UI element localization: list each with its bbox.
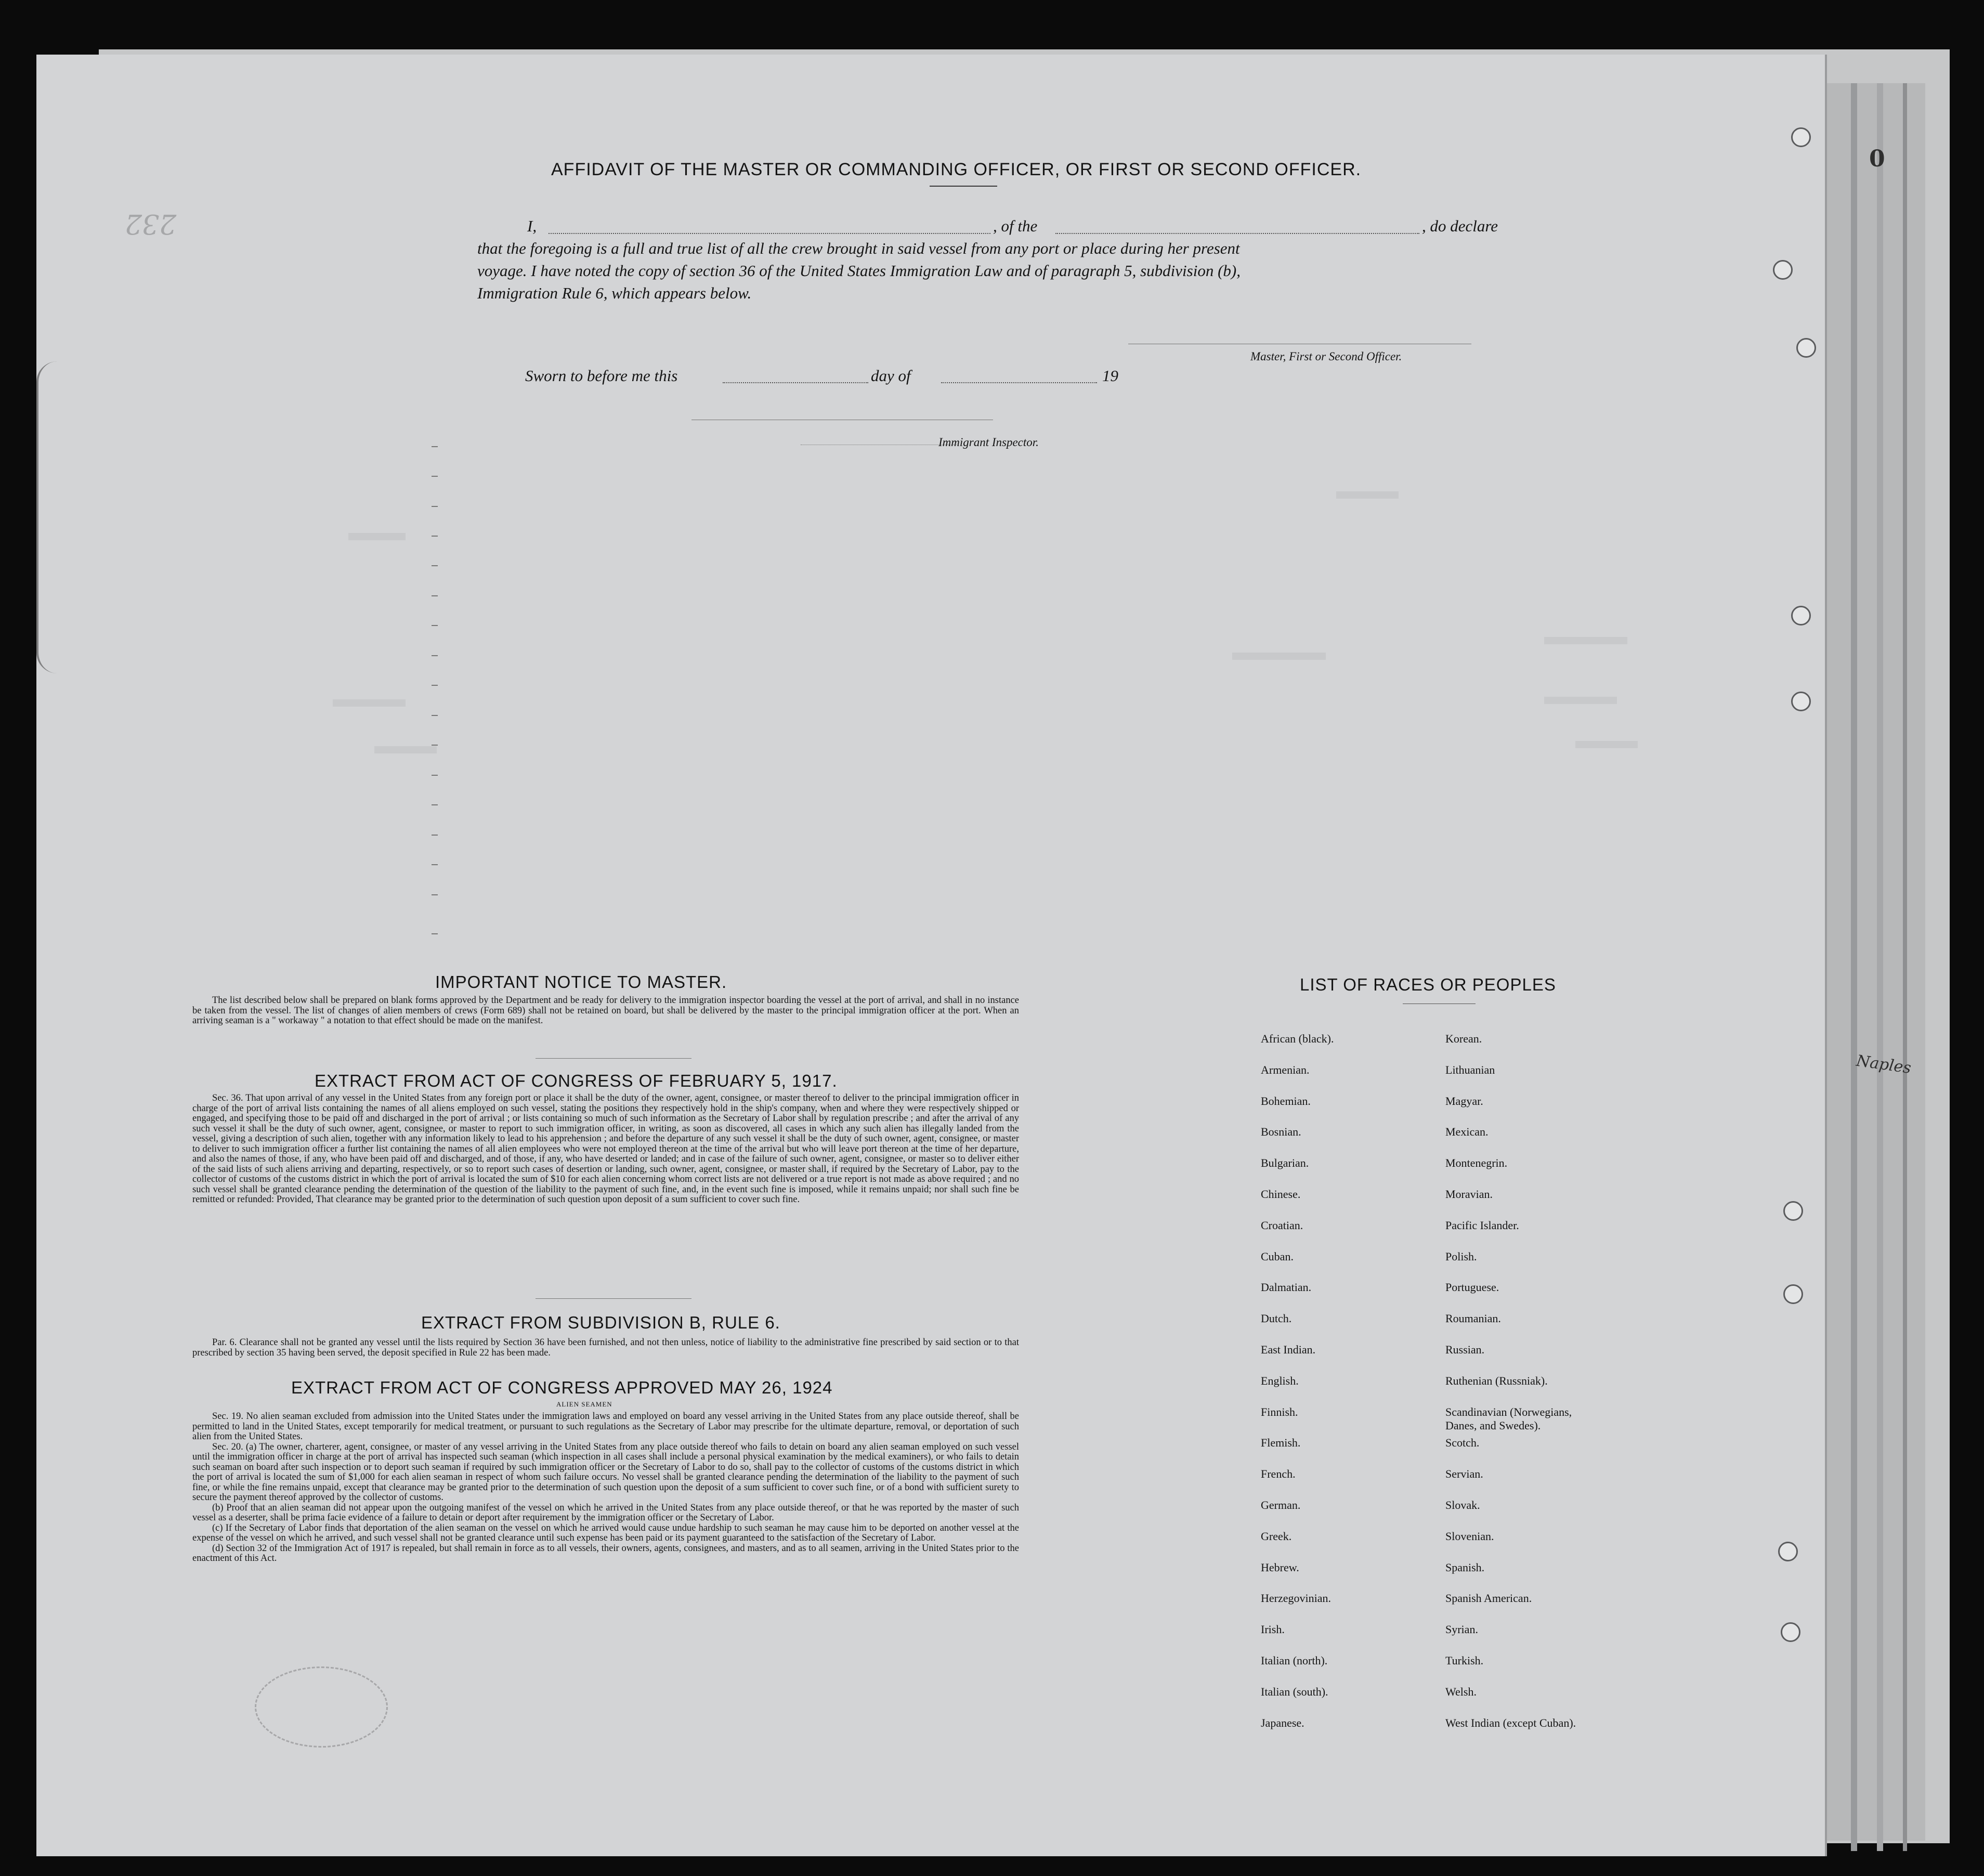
day-of-text: day of bbox=[871, 367, 911, 385]
race-item: English. bbox=[1261, 1374, 1299, 1387]
race-item: Syrian. bbox=[1445, 1623, 1478, 1636]
edge-mark: 0 bbox=[1869, 146, 1885, 172]
race-item: Turkish. bbox=[1445, 1654, 1484, 1667]
row-dash bbox=[432, 506, 438, 507]
sworn-text: Sworn to before me this bbox=[525, 367, 678, 385]
affidavit-declare: , do declare bbox=[1422, 217, 1498, 235]
races-title: LIST OF RACES OR PEOPLES bbox=[1300, 975, 1556, 994]
side-note-naples: Naples bbox=[1855, 1051, 1913, 1078]
race-item: Scotch. bbox=[1445, 1436, 1480, 1450]
race-item: Lithuanian bbox=[1445, 1063, 1495, 1076]
race-item: Russian. bbox=[1445, 1343, 1485, 1356]
race-item: Hebrew. bbox=[1261, 1560, 1299, 1574]
binding-strip bbox=[1877, 83, 1883, 1851]
affidavit-i: I, bbox=[527, 217, 537, 235]
race-item: Irish. bbox=[1261, 1623, 1285, 1636]
race-item: Dalmatian. bbox=[1261, 1281, 1312, 1294]
binder-hole bbox=[1783, 1201, 1803, 1221]
rule6-title: EXTRACT FROM SUBDIVISION B, RULE 6. bbox=[421, 1313, 780, 1332]
bleed-through-mark bbox=[348, 533, 406, 540]
race-item: Cuban. bbox=[1261, 1249, 1294, 1263]
race-item: Bulgarian. bbox=[1261, 1156, 1309, 1170]
section-rule bbox=[536, 1298, 691, 1299]
race-item: Armenian. bbox=[1261, 1063, 1310, 1076]
row-dash bbox=[432, 595, 438, 596]
act-1924-title: EXTRACT FROM ACT OF CONGRESS APPROVED MAY 26, 1924 bbox=[291, 1378, 833, 1397]
section-rule bbox=[536, 1058, 691, 1059]
race-item: Spanish. bbox=[1445, 1560, 1485, 1574]
row-dash bbox=[432, 685, 438, 686]
year-text: 19 bbox=[1102, 367, 1118, 385]
row-dash bbox=[432, 536, 438, 537]
notice-title: IMPORTANT NOTICE TO MASTER. bbox=[435, 972, 727, 992]
binding-strip bbox=[1903, 83, 1907, 1851]
margin-handwriting bbox=[36, 361, 88, 673]
race-item: Bosnian. bbox=[1261, 1125, 1301, 1139]
day-blank bbox=[723, 382, 868, 383]
race-item: Finnish. bbox=[1261, 1405, 1298, 1418]
affidavit-of-the: , of the bbox=[993, 217, 1038, 235]
row-dash bbox=[432, 933, 438, 934]
race-item: Scandinavian (Norwegians, Danes, and Swedes). bbox=[1445, 1405, 1572, 1432]
affidavit-title: AFFIDAVIT OF THE MASTER OR COMMANDING OFFICER, OR FIRST OR SECOND OFFICER. bbox=[551, 160, 1362, 179]
binder-hole bbox=[1791, 692, 1811, 711]
binder-hole bbox=[1781, 1622, 1800, 1642]
binder-hole bbox=[1791, 606, 1811, 626]
act-1924-subtitle: ALIEN SEAMEN bbox=[556, 1400, 612, 1408]
race-item: Slovak. bbox=[1445, 1499, 1480, 1512]
act-1924-text: Sec. 19. No alien seaman excluded from admission into the United States under the immigration laws and employed on board any vessel arriving in the United States from any place outside thereof, shall be permitted to land in the United States, except temporarily for medical treatment, or pursuant to such regulations as the Secretary of Labor may prescribe for the ultimate departure, removal, or deportation of such alien from the United States. Sec. 20. (a) The owner, charterer, agent, consignee, or master of any vessel arriving in the United States from any place outside thereof who fails to detain on board any alien seaman employed on such vessel until the immigration officer in charge at the port of arrival has inspected such seaman (which inspection in all cases shall include a personal physical examination by the medical examiners), or who fails to detain such seaman on board after such inspection or to deport such seaman if required by such immigration officer or the Secretary of Labor to do so, shall pay to the collector of customs of the customs district in which the port of arrival is located the sum of $1,000 for each alien seaman in respect of whom such failure occurs. No vessel shall be granted clearance pending the determination of the liability to the payment of such fine, or while the fine remains unpaid, except that clearance may be granted prior to the determination of such question upon the deposit of a sum sufficient to cover such fine, or of a bond with sufficient surety to secure the payment thereof approved by the collector of customs. (b) Proof that an alien seaman did not appear upon the outgoing manifest of the vessel on which he arrived in the United States from any place outside thereof, or that he was reported by the master of such vessel as a deserter, shall be prima facie evidence of a failure to detain or deport after requirement by the immigration officer or the Secretary of Labor. (c) If the Secretary of Labor finds that deportation of the alien seaman on the vessel on which he arrived would cause undue hardship to such seaman he may cause him to be deported on another vessel at the expense of the vessel on which he arrived, and such vessel shall not be granted clearance until such expense has been paid or its payment guaranteed to the satisfaction of the Secretary of Labor. (d) Section 32 of the Immigration Act of 1917 is repealed, but shall remain in force as to all vessels, their owners, agents, consignees, and masters, and as to all seamen, arriving in the United States prior to the enactment of this Act. bbox=[192, 1411, 1019, 1564]
race-item: Welsh. bbox=[1445, 1685, 1477, 1698]
act-1917-text: Sec. 36. That upon arrival of any vessel in the United States from any foreign port or place it shall be the duty of the owner, agent, consignee, or master thereof to deliver to the principal immigration officer in charge of the port of arrival lists containing the names of all aliens employed on such vessel, stating the positions they respectively hold in the ship's company, when and where they were respectively shipped or engaged, and specifying those to be paid off and discharged in the port of arrival ; or lists containing so much of such information as the Secretary of Labor shall by regulation prescribe ; and after the arrival of any such vessel it shall be the duty of such owner, agent, consignee, or master to report to such immigration officer, in writing, as soon as discovered, all cases in which any such alien has illegally landed from the vessel, giving a description of such alien, together with any information likely to lead to his apprehension ; and before the departure of any such vessel it shall be the duty of such owner, agent, consignee, or master to deliver to such immigration officer a further list containing the names of all alien employees who were not employed thereon at the time of the arrival but who will leave port thereon at the time of her departure, and also the names of those, if any, who have been paid off and discharged, and of those, if any, who have deserted or landed; and in case of the failure of such owner, agent, consignee, or master so to deliver either of the said lists of such aliens arriving and departing, respectively, or so to report such cases of desertion or landing, such owner, agent, consignee, or master shall, if required by the Secretary of Labor, pay to the collector of customs of the customs district in which the port of arrival is located the sum of $10 for each alien concerning whom correct lists are not delivered or a true report is not made as above required ; and no such vessel shall be granted clearance pending the determination of the question of the liability to the payment of such fine, and, in the event such fine is imposed, while it remains unpaid; nor shall such fine be remitted or refunded: Provided, That clearance may be granted prior to the determination of such question upon deposit of a sum sufficient to cover such fine. bbox=[192, 1093, 1019, 1205]
binding-strip bbox=[1851, 83, 1857, 1851]
title-rule bbox=[930, 186, 997, 187]
row-dash bbox=[432, 446, 438, 447]
bleed-through-mark bbox=[1232, 653, 1326, 660]
rule6-text: Par. 6. Clearance shall not be granted any vessel until the lists required by Section 36 have been furnished, and not then unless, notice of liability to the administrative fine prescribed by said section or to that prescribed by section 35 having been served, the deposit specified in Rule 22 has been made. bbox=[192, 1337, 1019, 1358]
row-dash bbox=[432, 655, 438, 656]
bleed-through-mark bbox=[1336, 491, 1399, 499]
row-dash bbox=[432, 835, 438, 836]
race-item: Slovenian. bbox=[1445, 1529, 1494, 1543]
bleed-through-mark bbox=[1544, 637, 1627, 644]
race-item: Italian (south). bbox=[1261, 1685, 1328, 1698]
race-item: Montenegrin. bbox=[1445, 1156, 1508, 1170]
notice-text: The list described below shall be prepared on blank forms approved by the Department and be ready for delivery to the immigration inspector boarding the vessel at the port of arrival, and shall in no instance be taken from the vessel. The list of changes of alien members of crews (Form 689) shall not be retained on board, but shall be delivered by the master to the principal immigration officer at the port. When an arriving seaman is a " workaway " a notation to that effect should be made on the manifest. bbox=[192, 995, 1019, 1026]
month-blank bbox=[941, 382, 1097, 383]
row-dash bbox=[432, 715, 438, 716]
race-item: Portuguese. bbox=[1445, 1281, 1499, 1294]
vessel-blank bbox=[1055, 233, 1419, 234]
race-item: Spanish American. bbox=[1445, 1592, 1532, 1605]
margin-number: 232 bbox=[125, 208, 177, 239]
row-dash bbox=[432, 476, 438, 477]
race-item: Roumanian. bbox=[1445, 1312, 1501, 1325]
race-item: Herzegovinian. bbox=[1261, 1592, 1331, 1605]
race-item: Croatian. bbox=[1261, 1218, 1303, 1232]
race-item: East Indian. bbox=[1261, 1343, 1316, 1356]
row-dash bbox=[432, 894, 438, 895]
race-item: Ruthenian (Russniak). bbox=[1445, 1374, 1548, 1387]
row-dash bbox=[432, 804, 438, 805]
race-item: Flemish. bbox=[1261, 1436, 1301, 1450]
signature-label: Master, First or Second Officer. bbox=[1250, 350, 1402, 363]
act-1917-title: EXTRACT FROM ACT OF CONGRESS OF FEBRUARY 5, 1917. bbox=[315, 1071, 838, 1090]
bleed-through-mark bbox=[1575, 741, 1638, 748]
row-dash bbox=[432, 565, 438, 566]
race-item: Moravian. bbox=[1445, 1188, 1493, 1201]
binder-hole bbox=[1773, 260, 1793, 280]
row-dash bbox=[432, 864, 438, 865]
race-item: Korean. bbox=[1445, 1032, 1482, 1045]
race-item: Pacific Islander. bbox=[1445, 1218, 1519, 1232]
race-item: Magyar. bbox=[1445, 1094, 1483, 1108]
document-page bbox=[36, 55, 1827, 1856]
faded-stamp bbox=[255, 1666, 388, 1748]
race-item: Chinese. bbox=[1261, 1188, 1301, 1201]
affidavit-line-4: Immigration Rule 6, which appears below. bbox=[477, 284, 752, 302]
inspector-label: Immigrant Inspector. bbox=[938, 436, 1039, 449]
binder-hole bbox=[1791, 127, 1811, 147]
race-item: Polish. bbox=[1445, 1249, 1477, 1263]
bleed-through-mark bbox=[374, 746, 437, 753]
race-item: West Indian (except Cuban). bbox=[1445, 1716, 1576, 1729]
race-item: African (black). bbox=[1261, 1032, 1334, 1045]
affidavit-line-2: that the foregoing is a full and true list of all the crew brought in said vessel from any port or place during her present bbox=[477, 239, 1240, 257]
race-item: Mexican. bbox=[1445, 1125, 1489, 1139]
race-item: French. bbox=[1261, 1467, 1296, 1481]
race-item: Italian (north). bbox=[1261, 1654, 1328, 1667]
binder-hole bbox=[1796, 338, 1816, 358]
bleed-through-mark bbox=[1544, 697, 1617, 704]
race-item: Servian. bbox=[1445, 1467, 1483, 1481]
race-item: Greek. bbox=[1261, 1529, 1292, 1543]
binder-hole bbox=[1778, 1542, 1798, 1561]
row-dash bbox=[432, 775, 438, 776]
binder-hole bbox=[1783, 1284, 1803, 1304]
race-item: Dutch. bbox=[1261, 1312, 1292, 1325]
affidavit-line-3: voyage. I have noted the copy of section 36 of the United States Immigration Law and of paragraph 5, subdivision (b), bbox=[477, 262, 1241, 280]
row-dash bbox=[432, 625, 438, 626]
bleed-through-mark bbox=[333, 699, 406, 707]
race-item: Bohemian. bbox=[1261, 1094, 1311, 1108]
row-dash bbox=[432, 745, 438, 746]
race-item: German. bbox=[1261, 1499, 1301, 1512]
name-blank bbox=[549, 233, 990, 234]
race-item: Japanese. bbox=[1261, 1716, 1304, 1729]
